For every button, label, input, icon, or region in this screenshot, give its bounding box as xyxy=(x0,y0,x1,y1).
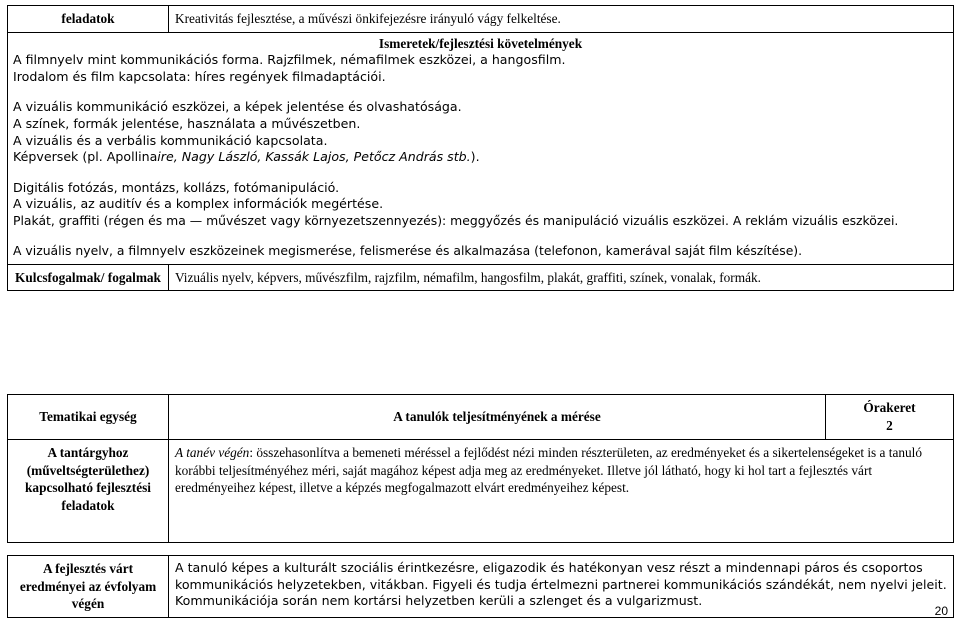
text-line: Irodalom és film kapcsolata: híres regények filmadaptációi. xyxy=(13,68,386,84)
text-line: A vizuális és a verbális kommunikáció kapcsolata. xyxy=(13,132,328,148)
meres-title: A tanulók teljesítményének a mérése xyxy=(169,395,826,440)
text-line: Plakát, graffiti (régen és ma — művészet vagy környezetszennyezés): meggyőzés és manipuláció vizuális eszközei. A reklám vizuális eszközei. xyxy=(13,212,899,228)
feladatok-label: feladatok xyxy=(8,6,169,33)
text-line: A színek, formák jelentése, használata a művészetben. xyxy=(13,115,361,131)
block-visual xyxy=(13,99,948,165)
tematikai-label: Tematikai egység xyxy=(8,395,169,440)
page-number: 20 xyxy=(934,604,948,618)
kulcs-text: Vizuális nyelv, képvers, művészfilm, rajzfilm, némafilm, hangosfilm, plakát, graffiti, színek, vonalak, formák. xyxy=(169,264,954,291)
text-line: Digitális fotózás, montázs, kollázs, fotómanipuláció. xyxy=(13,179,340,195)
tantargy-row xyxy=(8,440,954,543)
orakeret-label: Órakeret xyxy=(863,400,916,416)
text-line: A vizuális, az auditív és a komplex információk megértése. xyxy=(13,196,384,212)
tematikai-row xyxy=(8,395,954,440)
feladatok-row xyxy=(8,6,954,33)
tantargy-label: A tantárgyhoz (műveltségterülethez) kapcsolható fejlesztési feladatok xyxy=(8,440,169,543)
vart-row xyxy=(8,556,954,618)
vart-text: A tanuló képes a kulturált szociális érintkezésre, eligazodik és hatékonyan vesz részt a mindennapi páros és csoportos kommunikációs helyzetekben, vitákban. Figyeli és tudja értelmezni partnerei kommunikációs szándékát, nem nyelvi jeleit. Kommunikációja során nem kortársi helyzetben kerüli a szlenget és a vulgarizmust. xyxy=(169,556,954,618)
competence-table xyxy=(7,5,954,291)
orakeret-cell xyxy=(826,395,954,440)
gap-row xyxy=(8,543,954,556)
section-heading: Ismeretek/fejlesztési követelmények xyxy=(378,35,583,51)
kulcs-row xyxy=(8,264,954,291)
spacer xyxy=(8,543,954,556)
knowledge-cell xyxy=(8,32,954,264)
tanev-text: A tanév végén: összehasonlítva a bemeneti méréssel a fejlődést nézi minden részterületen, az eredményeket és a sikertelenségeket is a tanuló korábbi teljesítményéhez méri, saját magához képest adja meg az eredményeket. Illetve jól látható, hogy ki hol tart a fejlesztés várt eredményeihez képest, illetve a képzés megfogalmazott elvárt eredményeihez képest. xyxy=(169,440,954,543)
assessment-table xyxy=(7,394,954,618)
knowledge-row xyxy=(8,32,954,264)
block-digital xyxy=(13,180,948,230)
kulcs-label: Kulcsfogalmak/ fogalmak xyxy=(8,264,169,291)
kepversek-line: Képversek (pl. Apollinaire, Nagy László, Kassák Lajos, Petőcz András stb.). xyxy=(13,149,480,165)
feladatok-text: Kreativitás fejlesztése, a művészi önkifejezésre irányuló vágy felkeltése. xyxy=(169,6,954,33)
block-film xyxy=(13,52,948,85)
vart-label: A fejlesztés várt eredményei az évfolyam végén xyxy=(8,556,169,618)
orakeret-value: 2 xyxy=(886,418,893,433)
block-filmnyelv: A vizuális nyelv, a filmnyelv eszközeinek megismerése, felismerése és alkalmazása (telefonon, kamerával saját film készítése). xyxy=(13,243,803,259)
text-line: A vizuális kommunikáció eszközei, a képek jelentése és olvashatósága. xyxy=(13,99,462,115)
text-line: A filmnyelv mint kommunikációs forma. Rajzfilmek, némafilmek eszközei, a hangosfilm. xyxy=(13,52,566,68)
